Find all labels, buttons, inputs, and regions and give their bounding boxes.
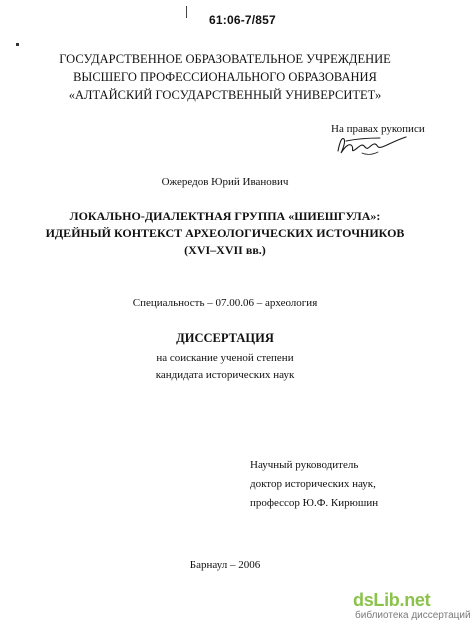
scan-dot [16, 43, 19, 46]
supervisor-line-2: доктор исторических наук, [250, 478, 376, 490]
rights-note: На правах рукописи [331, 123, 425, 135]
supervisor-line-3: профессор Ю.Ф. Кирюшин [250, 497, 379, 509]
author-name: Ожередов Юрий Иванович [161, 176, 289, 188]
institution-line-1: ГОСУДАРСТВЕННОЕ ОБРАЗОВАТЕЛЬНОЕ УЧРЕЖДЕНИЕ [59, 52, 391, 66]
institution-line-3: «АЛТАЙСКИЙ ГОСУДАРСТВЕННЫЙ УНИВЕРСИТЕТ» [68, 88, 382, 102]
scan-mark [186, 6, 187, 18]
title-line-2: ИДЕЙНЫЙ КОНТЕКСТ АРХЕОЛОГИЧЕСКИХ ИСТОЧНИКОВ [45, 226, 405, 240]
catalog-number: 61:06-7/857 [209, 13, 276, 27]
watermark-brand: dsLib.net [353, 590, 431, 610]
degree-line-1: на соискание ученой степени [156, 352, 294, 364]
title-line-3: (XVI–XVII вв.) [184, 243, 266, 257]
degree-line-2: кандидата исторических наук [155, 369, 295, 381]
specialty: Специальность – 07.00.06 – археология [132, 297, 318, 309]
place-year: Барнаул – 2006 [189, 559, 261, 571]
watermark-subtitle: библиотека диссертаций [355, 610, 471, 621]
dissertation-heading: ДИССЕРТАЦИЯ [176, 331, 274, 345]
watermark-logo [353, 590, 430, 611]
handwritten-signature [332, 129, 410, 159]
supervisor-line-1: Научный руководитель [250, 459, 359, 471]
supervisor-block [250, 456, 378, 513]
title-line-1: ЛОКАЛЬНО-ДИАЛЕКТНАЯ ГРУППА «ШИЕШГУЛА»: [69, 209, 381, 223]
institution-line-2: ВЫСШЕГО ПРОФЕССИОНАЛЬНОГО ОБРАЗОВАНИЯ [73, 70, 377, 84]
